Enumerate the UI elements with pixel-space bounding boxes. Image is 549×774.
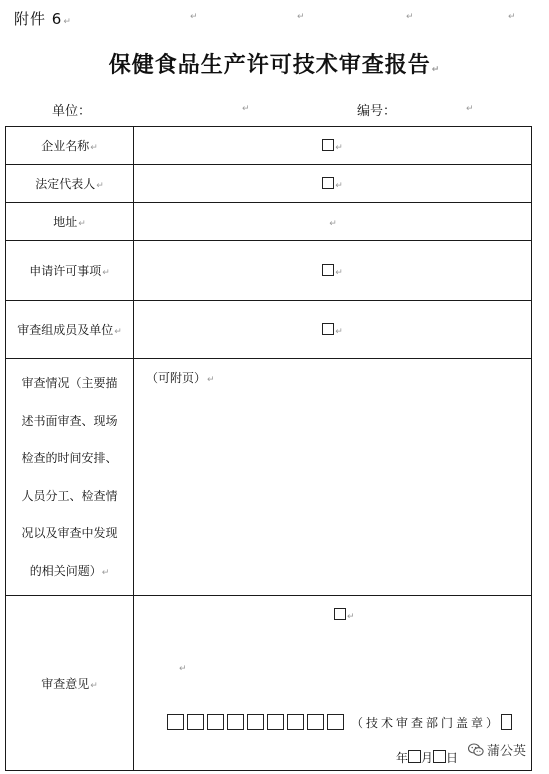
enterprise-name-label: 企业名称↵ xyxy=(6,127,134,165)
license-item-label: 申请许可事项↵ xyxy=(6,241,134,301)
checkbox-placeholder xyxy=(334,608,346,620)
checkbox-placeholder xyxy=(322,177,334,189)
paragraph-mark: ↵ xyxy=(508,12,516,22)
review-team-label: 审查组成员及单位↵ xyxy=(6,301,134,359)
checkbox-placeholder xyxy=(322,323,334,335)
address-field[interactable]: ↵ xyxy=(134,203,532,241)
legal-representative-label: 法定代表人↵ xyxy=(6,165,134,203)
table-row xyxy=(6,359,532,596)
attachment-label: 附件 6↵ xyxy=(14,10,72,28)
paragraph-mark: ↵ xyxy=(179,664,187,674)
review-opinion-field[interactable]: ↵ ↵ （技术审查部门盖章） 年 月 日 xyxy=(134,596,532,771)
table-row xyxy=(6,301,532,359)
department-stamp-line: （技术审查部门盖章） xyxy=(167,714,512,731)
legal-representative-field[interactable]: ↵ xyxy=(134,165,532,203)
review-details-label: 审查情况（主要描 述书面审查、现场 检查的时间安排、 人员分工、检查情 况以及审查中发现 的相关问题）↵ xyxy=(6,359,134,596)
unit-label: 单位： xyxy=(52,104,92,119)
date-line: 年 月 日 xyxy=(396,751,459,765)
table-row xyxy=(6,165,532,203)
number-label: 编号： xyxy=(357,104,397,119)
paragraph-mark: ↵ xyxy=(466,104,474,114)
table-row xyxy=(6,127,532,165)
paragraph-mark: ↵ xyxy=(190,12,198,22)
review-opinion-label: 审查意见↵ xyxy=(6,596,134,771)
watermark: 蒲公英 xyxy=(468,740,526,759)
paragraph-mark: ↵ xyxy=(406,12,414,22)
checkbox-placeholder xyxy=(322,139,334,151)
table-row xyxy=(6,596,532,771)
enterprise-name-field[interactable]: ↵ xyxy=(134,127,532,165)
review-team-field[interactable]: ↵ xyxy=(134,301,532,359)
paragraph-mark: ↵ xyxy=(242,104,250,114)
page-title: 保健食品生产许可技术审查报告↵ xyxy=(108,53,441,78)
paragraph-mark: ↵ xyxy=(297,12,305,22)
checkbox-placeholder xyxy=(322,264,334,276)
table-row xyxy=(6,203,532,241)
table-row xyxy=(6,241,532,301)
review-details-field[interactable]: （可附页）↵ xyxy=(134,359,532,596)
license-item-field[interactable]: ↵ xyxy=(134,241,532,301)
address-label: 地址↵ xyxy=(6,203,134,241)
wechat-icon xyxy=(468,743,484,757)
review-report-table xyxy=(5,126,532,771)
